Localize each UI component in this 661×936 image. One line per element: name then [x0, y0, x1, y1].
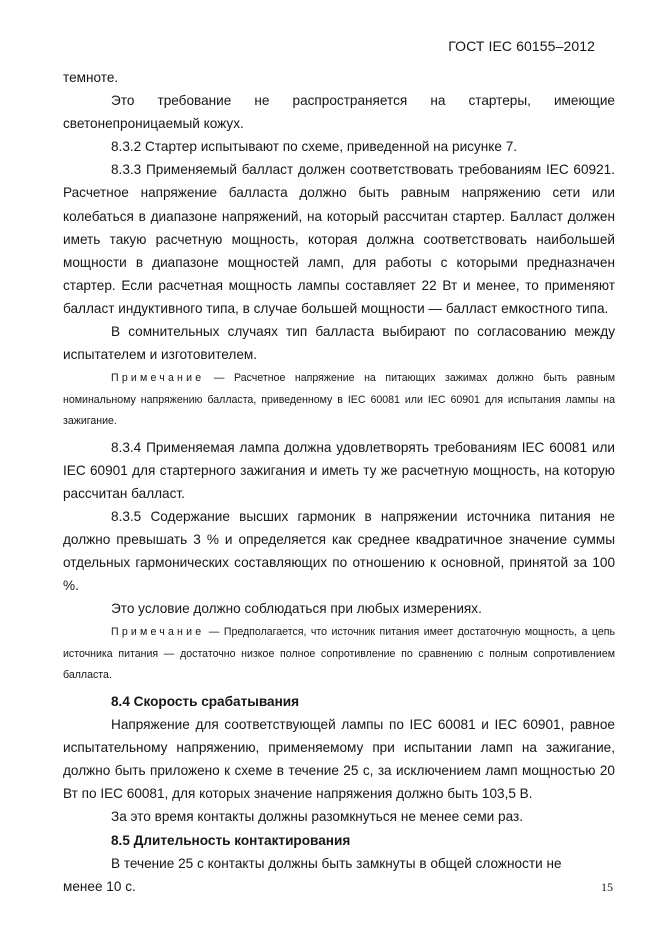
clause-8-5-line1: В течение 25 с контакты должны быть замкнуты в общей сложности не	[111, 855, 562, 871]
clause-8-4-text: Напряжение для соответствующей лампы по IEC 60081 и IEC 60901, равное испытательному напряжению, применяемому при испытании ламп на зажигание, должно быть приложено к схеме в течение 25 с, за исключением ламп мощностью 20 Вт по IEC 60081, для которых значение напряжения должно быть 103,5 В.	[63, 717, 615, 802]
paragraph-doubtful-cases: В сомнительных случаях тип балласта выбирают по согласованию между испытателем и изготовителем.	[63, 324, 615, 363]
clause-8-4-contacts: За это время контакты должны разомкнуться не менее семи раз.	[111, 809, 524, 825]
page-number: 15	[601, 880, 613, 894]
paragraph-condition: Это условие должно соблюдаться при любых измерениях.	[111, 601, 482, 617]
note-1	[63, 368, 615, 433]
note-2-label: Примечание	[111, 626, 205, 639]
document-id: ГОСТ IEC 60155–2012	[448, 38, 595, 54]
section-heading-8-4: 8.4 Скорость срабатывания	[111, 693, 300, 709]
note-2	[63, 622, 615, 687]
paragraph-exemption-line2: светонепроницаемый кожух.	[63, 116, 244, 132]
clause-8-5-line2: менее 10 с.	[63, 878, 136, 894]
paragraph-continuation: темноте.	[63, 70, 119, 85]
page-content	[63, 66, 615, 898]
section-heading-8-5: 8.5 Длительность контактирования	[111, 832, 351, 848]
clause-8-3-2: 8.3.2 Стартер испытывают по схеме, приведенной на рисунке 7.	[111, 139, 518, 155]
note-2-text: — Предполагается, что источник питания имеет достаточную мощность, а цепь источника питания — достаточно низкое полное сопротивление по сравнению с полным сопротивлением балласта.	[63, 626, 615, 682]
clause-8-3-3: 8.3.3 Применяемый балласт должен соответствовать требованиям IEC 60921. Расчетное напряжение балласта должно быть равным напряжению сети или колебаться в диапазоне напряжений, на который рассчитан стартер. Балласт должен иметь такую расчетную мощность, которая должна соответствовать наибольшей мощности в диапазоне мощностей ламп, для работы с которыми предназначен стартер. Если расчетная мощность лампы составляет 22 Вт и менее, то применяют балласт индуктивного типа, в случае большей мощности — балласт емкостного типа.	[63, 162, 615, 316]
paragraph-exemption-line1: Это требование не распространяется на стартеры, имеющие	[111, 93, 615, 109]
note-1-label: Примечание	[111, 372, 205, 385]
note-1-text: — Расчетное напряжение на питающих зажимах должно быть равным номинальному напряжению балласта, приведенному в IEC 60081 или IEC 60901 для испытания лампы на зажигание.	[63, 372, 615, 428]
clause-8-3-4: 8.3.4 Применяемая лампа должна удовлетворять требованиям IEC 60081 или IEC 60901 для стартерного зажигания и иметь ту же расчетную мощность, на которую рассчитан балласт.	[63, 439, 615, 501]
clause-8-3-5: 8.3.5 Содержание высших гармоник в напряжении источника питания не должно превышать 3 % и определяется как среднее квадратичное значение суммы отдельных гармонических составляющих по отношению к основной, принятой за 100 %.	[63, 509, 615, 594]
